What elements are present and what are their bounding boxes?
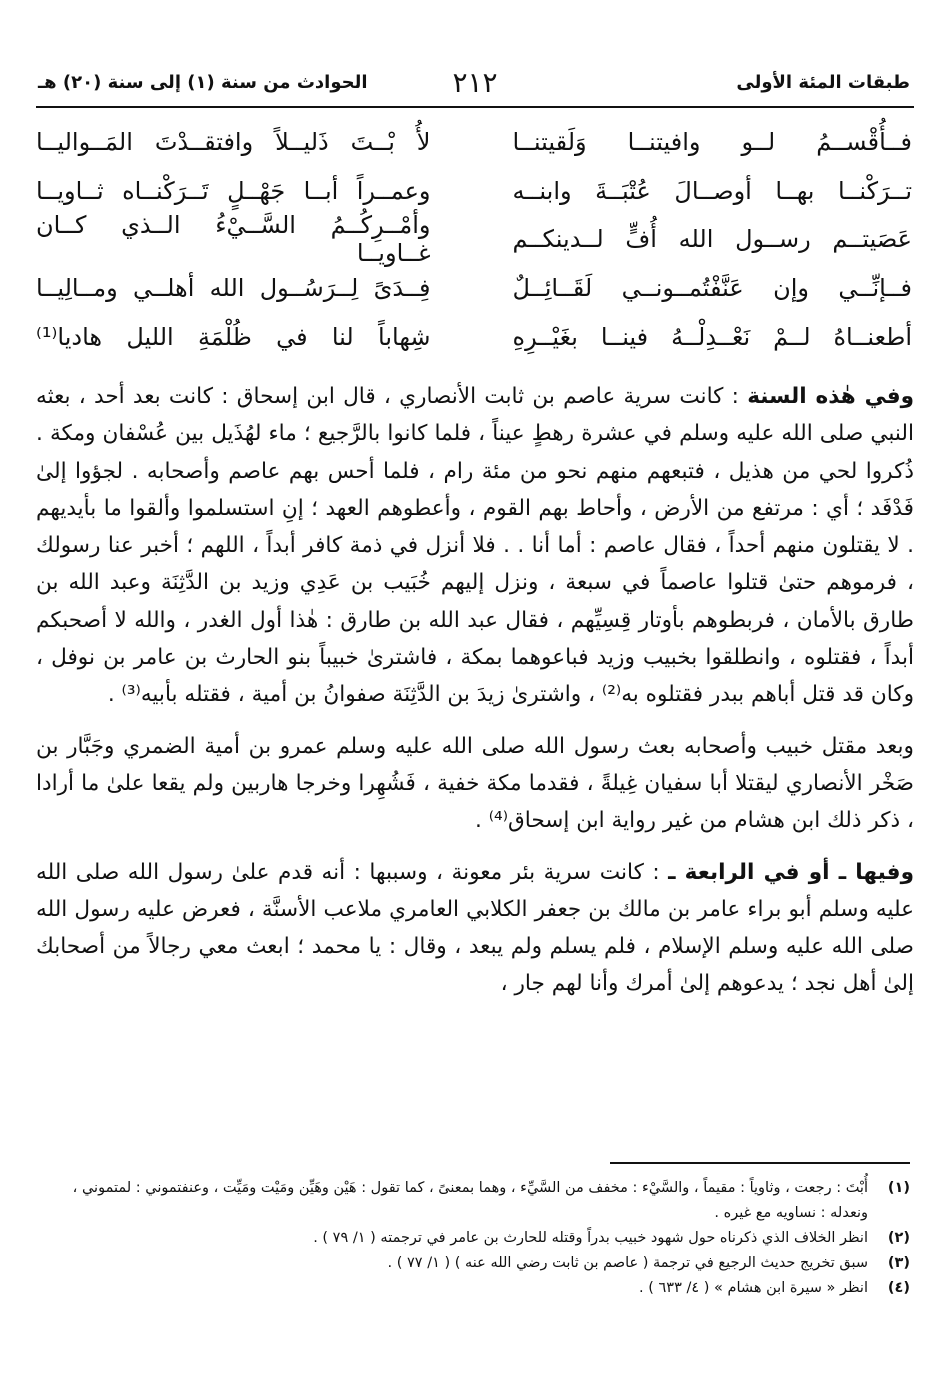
footnote: [38, 1226, 910, 1251]
paragraph-text: : كانت سرية بئر معونة ، وسببها : أنه قدم علىٰ رسول الله صلى الله عليه وسلم أبو براء عامر بن مالك بن جعفر الكلابي العامري ملاعب الأسنَّة ، فعرض عليه رسول الله صلى الله عليه وسلم الإسلام ، فلم يسلم ولم يبعد ، وقال : يا محمد ؛ ابعث معي رجالاً من أصحابك إلىٰ أهل نجد ؛ يدعوهم إلىٰ أمرك وأنا لهم جار ،: [36, 859, 914, 997]
verse-second-hemistich: وعمــراً أبــا جَهْــلٍ تَــرَكْنــاه ثــاويــا: [36, 176, 431, 205]
verse-second-hemistich: شِهاباً لنا في ظُلْمَةِ الليل هاديا⁽¹⁾: [36, 322, 431, 351]
footnote-text: سبق تخريج حديث الرجيع في ترجمة ( عاصم بن ثابت رضي الله عنه ) ( ١/ ٧٧ ) .: [387, 1255, 868, 1271]
footnote-text: أُبْتَ : رجعت ، وثاوياً : مقيماً ، والسَّيْء : مخفف من السَّيِّء ، وهما بمعنىً ، كما تقول : هَيْن وهَيِّن ومَيْت ومَيِّت ، وعنفتموني : لمتموني ، ونعدله : نساويه مع غيره .: [72, 1180, 868, 1221]
paragraph-text: : كانت سرية عاصم بن ثابت الأنصاري ، قال ابن إسحاق : كانت بعد أحد ، بعثه النبي صلى الله عليه وسلم في عشرة رهطٍ عيناً ، فلما كانوا بالرَّجيع ؛ ماء لهُذَيل بين عُسْفان ومكة . ذُكروا لحي من هذيل ، فتبعهم منهم نحو من مئة رام ، فلما أحس بهم عاصم وأصحابه . لجؤوا إلىٰ فَدْفَد ؛ أي : مرتفع من الأرض ، وأحاط بهم القوم ، وأعطوهم العهد ؛ إنِ استسلموا وألقوا ما بأيديهم . لا يقتلون منهم أحداً ، فقال عاصم : أما أنا . . فلا أنزل في ذمة كافر أبداً ، اللهم ؛ أخبر عنا رسولك ، فرموهم حتىٰ قتلوا عاصماً في سبعة ، ونزل إليهم خُبَيب بن عَدِي وزيد بن الدَّثِنَة وعبد الله بن طارق بالأمان ، فربطوهم بأوتار قِسِيِّهم ، فقال عبد الله بن طارق : هٰذا أول الغدر ، والله لا أصحبكم أبداً ، فقتلوه ، وانطلقوا بخبيب وزيد فباعوهما بمكة ، فاشترىٰ خبيباً بنو الحارث بن عامر بن نوفل ، وكان قد قتل أباهم ببدر فقتلوه به⁽²⁾ ، واشترىٰ زيدَ بن الدَّثِنَة صفوانُ بن أمية ، فقتله بأبيه⁽³⁾ .: [36, 384, 914, 708]
page-number: ٢١٢: [452, 66, 498, 99]
poem-verse: [36, 118, 912, 167]
paragraph: [36, 728, 914, 840]
body-text: [36, 378, 914, 1003]
verse-first-hemistich: فــأُقْســمُ لــو وافيتنــا وَلَقيتنــا: [512, 128, 912, 157]
verse-first-hemistich: فــإنِّــي وإن عَنَّفْتُمــونــي لَقَــائِــلٌ: [512, 274, 912, 303]
verse-first-hemistich: تــرَكْنــا بهــا أوصــالَ عُتْبَــةَ وابنــه: [512, 176, 912, 205]
footnotes: [38, 1176, 910, 1301]
footnote-number: (٣): [887, 1255, 910, 1271]
poem-verse: [36, 167, 912, 216]
footnote-number: (٢): [887, 1230, 910, 1246]
verse-second-hemistich: وأمْــرِكُــمُ السَّــيْءُ الــذي كــان غــاويــا: [36, 211, 431, 268]
verse-first-hemistich: عَصَيتــم رســول الله أُفٍّ لــدينكــم: [512, 225, 912, 254]
verse-second-hemistich: لأُ بْــتَ ذَليــلاً وافتقــدْتَ المَــواليــا: [36, 128, 431, 157]
poem-verse: [36, 264, 912, 313]
footnote: [38, 1276, 910, 1301]
poem-verse: [36, 312, 912, 361]
poem-verse: [36, 211, 912, 268]
paragraph-lead: وفيها ـ أو في الرابعة ـ: [668, 859, 914, 885]
footnote-number: (٤): [887, 1280, 910, 1296]
paragraph: [36, 378, 914, 714]
footnote-number: (١): [887, 1180, 910, 1196]
verse-first-hemistich: أطعنــاهُ لــمْ نَعْــدِلْــهُ فينــا بغَيْــرِهِ: [512, 322, 912, 351]
footnote: [38, 1251, 910, 1276]
header-divider: [36, 106, 914, 108]
running-header-book-title: طبقات المئة الأولى: [736, 72, 910, 93]
paragraph: [36, 854, 914, 1003]
poem: [36, 118, 912, 361]
footnote-divider: [610, 1162, 910, 1164]
paragraph-text: وبعد مقتل خبيب وأصحابه بعث رسول الله صلى الله عليه وسلم عمرو بن أمية الضمري وجَبَّار بن صَخْر الأنصاري ليقتلا أبا سفيان غِيلةً ، فقدما مكة خفية ، فَشُهِرا وخرجا هاربين ولم يقعا علىٰ ما أرادا ، ذكر ذلك ابن هشام من غير رواية ابن إسحاق⁽⁴⁾ .: [36, 733, 914, 834]
running-header-section-title: الحوادث من سنة (١) إلى سنة (٢٠) هـ: [38, 72, 368, 93]
footnote-text: انظر الخلاف الذي ذكرناه حول شهود خبيب بدراً وقتله للحارث بن عامر في ترجمته ( ١/ ٧٩ ) .: [313, 1230, 868, 1246]
footnote-text: انظر « سيرة ابن هشام » ( ٤/ ٦٣٣ ) .: [639, 1280, 868, 1296]
footnote: [38, 1176, 910, 1226]
verse-second-hemistich: فِــدَىً لِــرَسُــول الله أهلــي ومــالِيــا: [36, 274, 431, 303]
paragraph-lead: وفي هٰذه السنة: [747, 384, 915, 409]
